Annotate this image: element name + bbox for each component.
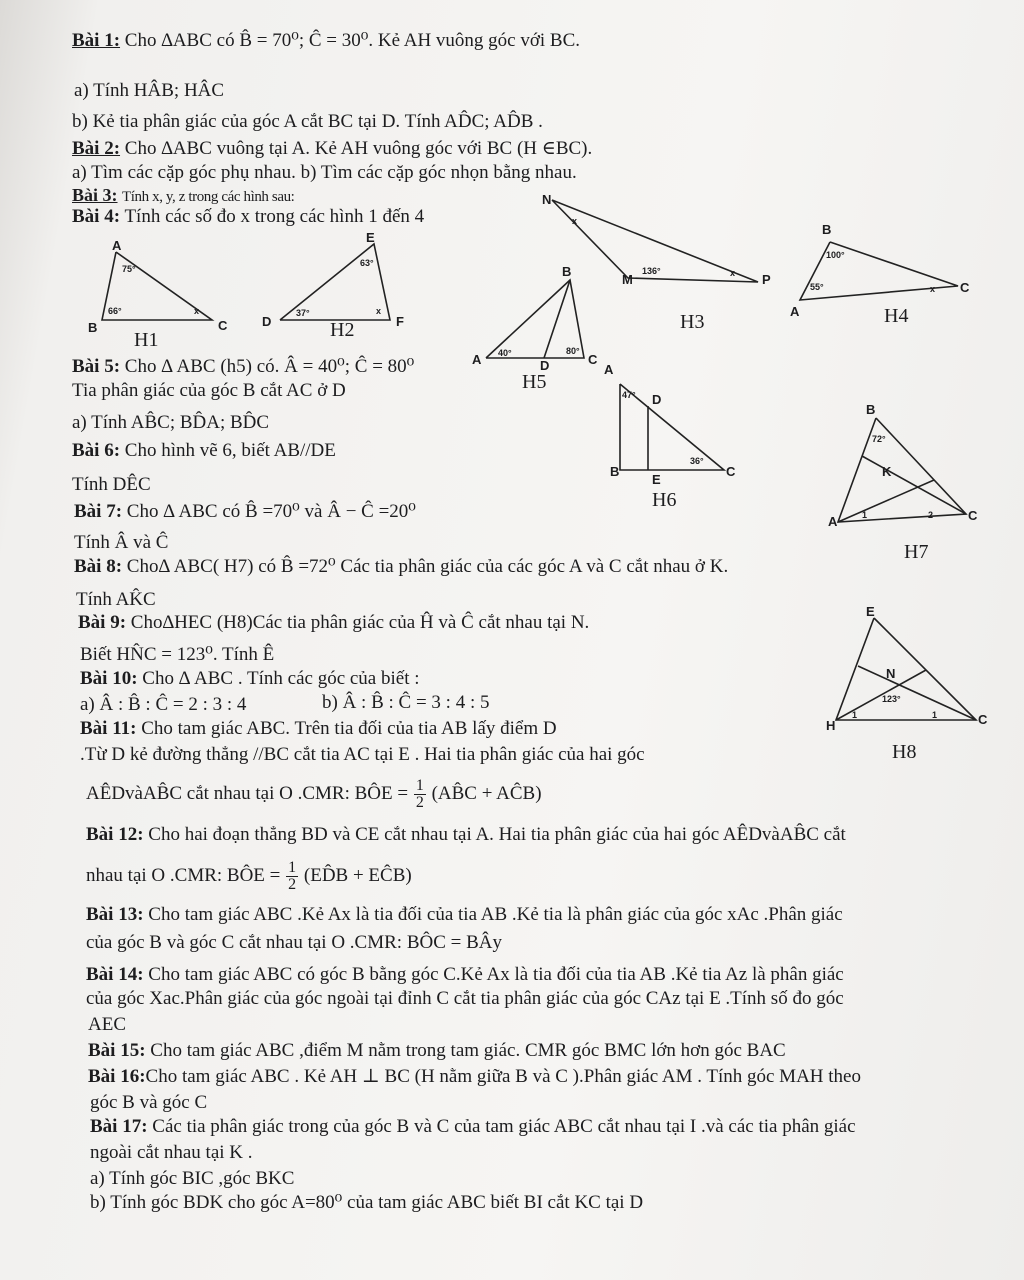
h1-vertex-a: A [112, 238, 122, 253]
exercise-9-line-2: Biết HN̂C = 123⁰. Tính Ê [80, 644, 275, 665]
h7-bisector-a [838, 480, 934, 522]
h6-vertex-b: B [610, 464, 620, 479]
exercise-15-statement [88, 1040, 786, 1062]
exercise-10-text: Cho ∆ ABC . Tính các góc của biết : [142, 668, 420, 689]
exercise-9-text: Cho∆HEC (H8)Các tia phân giác của Ĥ và Ĉ cắt nhau tại N. [130, 612, 590, 633]
h6-point-d: D [652, 392, 662, 407]
fraction-numerator: 1 [288, 859, 297, 877]
exercise-11-line-3 [86, 774, 542, 814]
exercise-6-text: Cho hình vẽ 6, biết AB//DE [124, 440, 336, 461]
exercise-2-parts: a) Tìm các cặp góc phụ nhau. b) Tìm các cặp góc nhọn bằng nhau. [72, 162, 577, 183]
exercise-6-line-2: Tính DÊC [72, 474, 151, 495]
h6-caption: H6 [652, 489, 677, 511]
h7-angle-b: 72° [872, 434, 886, 444]
exercise-10-part-b: b) Â : B̂ : Ĉ = 3 : 4 : 5 [322, 692, 490, 713]
h3-vertex-n: N [542, 192, 552, 207]
exercise-11-claim-tail: (AB̂C + AĈB) [431, 783, 542, 804]
exercise-15-title: Bài 15: [88, 1040, 146, 1061]
exercise-10-statement [80, 668, 420, 690]
h2-angle-e: 63° [360, 258, 374, 268]
h7-vertex-b: B [866, 402, 876, 417]
h1-vertex-c: C [218, 318, 228, 333]
exercise-3-text: Tính x, y, z trong các hình sau: [122, 189, 295, 205]
h2-vertex-d: D [262, 314, 272, 329]
exercise-17-part-a: a) Tính góc BIC ,góc BKC [90, 1168, 295, 1189]
h2-vertex-e: E [366, 230, 375, 245]
h4-vertex-c: C [960, 280, 970, 295]
exercise-8-title: Bài 8: [74, 556, 123, 577]
h5-vertex-a: A [472, 352, 482, 367]
h7-point-k: K [882, 464, 892, 479]
exercise-13-line-2: của góc B và góc C cắt nhau tại O .CMR: BÔC = BÂy [86, 932, 502, 953]
h7-caption: H7 [904, 541, 929, 563]
exercise-2-text: Cho ∆ABC vuông tại A. Kẻ AH vuông góc với BC (H ∈BC). [124, 138, 593, 159]
figure-h8 [822, 606, 992, 766]
h7-vertex-c: C [968, 508, 978, 523]
h8-vertex-h: H [826, 718, 836, 733]
exercise-1-statement [72, 30, 580, 52]
exercise-1-title: Bài 1: [72, 30, 121, 51]
h5-angle-a: 40° [498, 348, 512, 358]
h3-vertex-p: P [762, 272, 771, 287]
exercise-4-text: Tính các số đo x trong các hình 1 đến 4 [124, 206, 425, 227]
exercise-17-part-b: b) Tính góc BDK cho góc A=80⁰ của tam giác ABC biết BI cắt KC tại D [90, 1192, 644, 1213]
h8-vertex-e: E [866, 604, 875, 619]
exercise-16-statement [88, 1066, 861, 1088]
h5-vertex-b: B [562, 264, 572, 279]
exercise-11-text: Cho tam giác ABC. Trên tia đối của tia AB lấy điểm D [141, 718, 557, 739]
exercise-17-statement [90, 1116, 856, 1138]
exercise-4-title: Bài 4: [72, 206, 121, 227]
exercise-7-line-2: Tính Â và Ĉ [74, 532, 169, 553]
half-fraction [286, 860, 298, 893]
h5-vertex-c: C [588, 352, 598, 367]
h4-vertex-b: B [822, 222, 832, 237]
exercise-12-line-2 [86, 856, 412, 896]
exercise-12-claim: nhau tại O .CMR: BÔE = [86, 865, 281, 886]
h8-point-n: N [886, 666, 896, 681]
h4-angle-c: x [930, 284, 936, 294]
fraction-numerator: 1 [415, 777, 424, 795]
h4-vertex-a: A [790, 304, 800, 319]
exercise-14-line-2: của góc Xac.Phân giác của góc ngoài tại đỉnh C cắt tia phân giác của góc CAz tại E .Tính số đo góc [86, 988, 844, 1009]
exercise-13-statement [86, 904, 843, 926]
h1-caption: H1 [134, 329, 159, 351]
exercise-2-statement [72, 138, 592, 160]
exercise-16-text: Cho tam giác ABC . Kẻ AH ⊥ BC (H nằm giữa B và C ).Phân giác AM . Tính góc MAH theo [145, 1066, 861, 1087]
h8-bisector-h [836, 670, 926, 720]
exercise-17-text: Các tia phân giác trong của góc B và C của tam giác ABC cắt nhau tại I .và các tia phân giác [152, 1116, 856, 1137]
figure-h6 [604, 360, 744, 510]
exercise-9-title: Bài 9: [78, 612, 127, 633]
h8-triangle [836, 618, 976, 720]
figure-h5 [470, 266, 610, 394]
exercise-12-claim-tail: (ED̂B + EĈB) [303, 865, 412, 886]
h1-angle-c: x [194, 306, 200, 316]
figure-h4 [786, 212, 986, 332]
exercise-13-title: Bài 13: [86, 904, 144, 925]
h5-point-d: D [540, 358, 550, 373]
h6-vertex-c: C [726, 464, 736, 479]
exercise-8-line-2: Tính AK̂C [76, 589, 156, 610]
h5-angle-c: 80° [566, 346, 580, 356]
figure-h1 [84, 238, 244, 353]
h1-vertex-b: B [88, 320, 98, 335]
h2-caption: H2 [330, 319, 355, 341]
h8-angle-n: 123° [882, 694, 901, 704]
fraction-denominator: 2 [415, 794, 424, 812]
h2-angle-d: 37° [296, 308, 310, 318]
h7-triangle [838, 418, 966, 522]
exercise-1-part-b: b) Kẻ tia phân giác của góc A cắt BC tại D. Tính AD̂C; AD̂B . [72, 111, 543, 132]
h8-angle-c1: 1 [932, 710, 938, 720]
exercise-3-statement [72, 184, 294, 208]
exercise-1-text: Cho ∆ABC có B̂ = 70⁰; Ĉ = 30⁰. Kẻ AH vuông góc với BC. [124, 30, 581, 51]
exercise-14-text: Cho tam giác ABC có góc B bằng góc C.Kẻ Ax là tia đối của tia AB .Kẻ tia Az là phân giác [148, 964, 844, 985]
h7-angle-c2: 2 [928, 510, 934, 520]
h2-vertex-f: F [396, 314, 404, 329]
h3-angle-p: x [730, 268, 736, 278]
exercise-5-line-2: Tia phân giác của góc B cắt AC ở D [72, 380, 346, 401]
h6-vertex-a: A [604, 362, 614, 377]
exercise-13-text: Cho tam giác ABC .Kẻ Ax là tia đối của tia AB .Kẻ tia là phân giác của góc xAc .Phân giác [148, 904, 843, 925]
h6-point-e: E [652, 472, 661, 487]
exercise-7-title: Bài 7: [74, 501, 123, 522]
exercise-17-line-2: ngoài cắt nhau tại K . [90, 1142, 253, 1163]
h7-vertex-a: A [828, 514, 838, 529]
exercise-1-part-a: a) Tính HÂB; HÂC [74, 80, 225, 101]
half-fraction [414, 778, 426, 811]
exercise-8-text: Cho∆ ABC( H7) có B̂ =72⁰ Các tia phân giác của các góc A và C cắt nhau ở K. [126, 556, 729, 577]
exercise-3-title: Bài 3: [72, 185, 118, 205]
exercise-16-title: Bài 16: [88, 1066, 146, 1087]
exercise-7-text: Cho ∆ ABC có B̂ =70⁰ và Â − Ĉ =20⁰ [126, 501, 416, 522]
exercise-7-statement [74, 501, 416, 523]
exercise-10-part-a: a) Â : B̂ : Ĉ = 2 : 3 : 4 [80, 694, 247, 715]
exercise-12-text: Cho hai đoạn thẳng BD và CE cắt nhau tại A. Hai tia phân giác của hai góc AÊDvàAB̂C cắt [148, 824, 846, 845]
figure-h2 [258, 230, 418, 342]
h3-vertex-m: M [622, 272, 633, 287]
h6-angle-c: 36° [690, 456, 704, 466]
exercise-5-part-a: a) Tính AB̂C; BD̂A; BD̂C [72, 412, 270, 433]
exercise-15-text: Cho tam giác ABC ,điểm M nằm trong tam giác. CMR góc BMC lớn hơn góc BAC [150, 1040, 786, 1061]
h3-angle-m: 136° [642, 266, 661, 276]
h4-angle-b: 100° [826, 250, 845, 260]
exercise-10-title: Bài 10: [80, 668, 138, 689]
h7-angle-a1: 1 [862, 510, 868, 520]
exercise-11-claim: AÊDvàAB̂C cắt nhau tại O .CMR: BÔE = [86, 783, 409, 804]
exercise-12-title: Bài 12: [86, 824, 144, 845]
h2-angle-f: x [376, 306, 382, 316]
fraction-denominator: 2 [288, 876, 297, 894]
exercise-5-title: Bài 5: [72, 356, 121, 377]
exercise-16-line-2: góc B và góc C [90, 1092, 208, 1113]
h4-angle-a: 55° [810, 282, 824, 292]
exercise-4-statement [72, 206, 424, 228]
h1-angle-a: 75° [122, 264, 136, 274]
exercise-14-title: Bài 14: [86, 964, 144, 985]
exercise-6-statement [72, 440, 336, 462]
h1-angle-b: 66° [108, 306, 122, 316]
exercise-5-statement [72, 356, 414, 378]
h8-vertex-c: C [978, 712, 988, 727]
h8-angle-h1: 1 [852, 710, 858, 720]
exercise-6-title: Bài 6: [72, 440, 121, 461]
exercise-17-title: Bài 17: [90, 1116, 148, 1137]
h3-caption: H3 [680, 311, 705, 333]
h5-caption: H5 [522, 371, 547, 393]
exercise-11-statement [80, 718, 557, 740]
exercise-9-statement [78, 612, 589, 634]
h8-caption: H8 [892, 741, 917, 763]
exercise-5-text: Cho ∆ ABC (h5) có. Â = 40⁰; Ĉ = 80⁰ [124, 356, 415, 377]
exercise-11-title: Bài 11: [80, 718, 137, 739]
exercise-2-title: Bài 2: [72, 138, 121, 159]
h4-caption: H4 [884, 305, 909, 327]
exercise-14-line-3: AEC [88, 1014, 126, 1035]
exercise-8-statement [74, 556, 728, 578]
h6-angle-a: 47° [622, 390, 636, 400]
figure-h7 [826, 400, 1006, 566]
exercise-12-statement [86, 824, 846, 846]
exercise-11-line-2: .Từ D kẻ đường thẳng //BC cắt tia AC tại E . Hai tia phân giác của hai góc [80, 744, 645, 765]
h3-angle-n: x [572, 216, 578, 226]
exercise-14-statement [86, 964, 844, 986]
